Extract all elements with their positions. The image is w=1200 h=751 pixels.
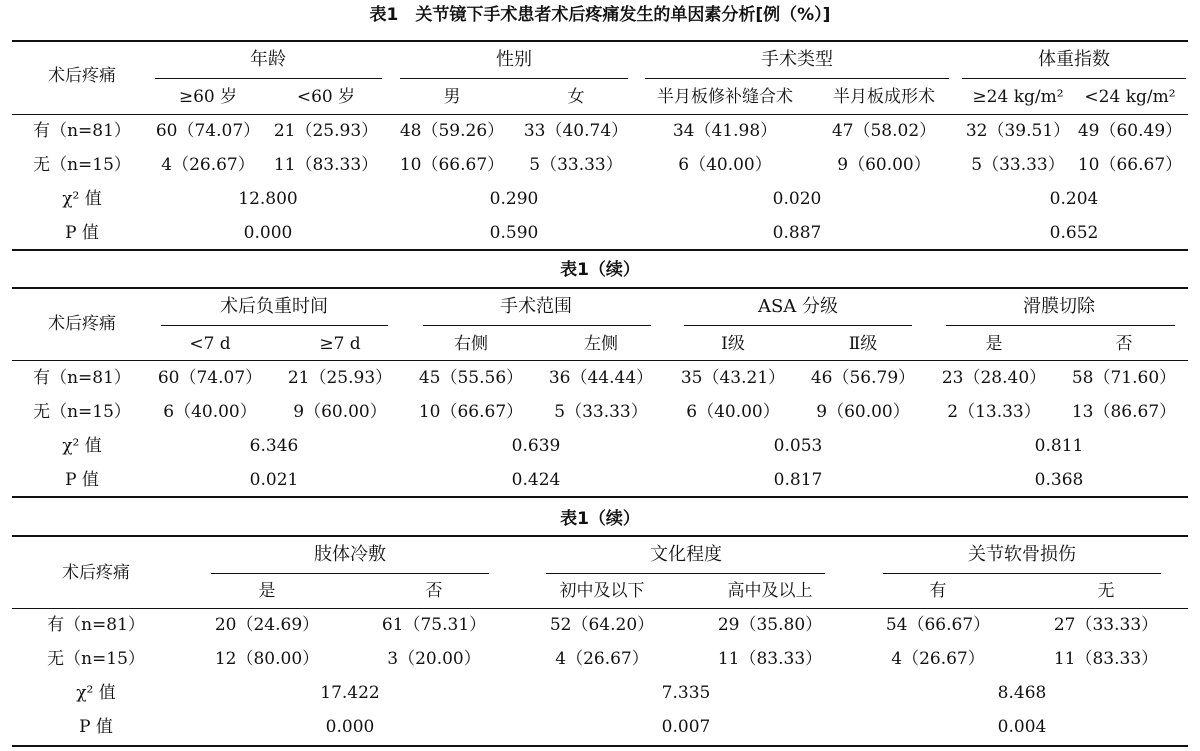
table1-cell: 11（83.33） [273, 155, 379, 175]
table2-row-label: 有（n=81） [33, 368, 131, 388]
table2-row-label: 无（n=15） [33, 402, 131, 422]
table2-group-weight-bearing: 术后负重时间 [220, 296, 328, 317]
table3-p-label: P 值 [79, 717, 113, 737]
table3-cell: 20（24.69） [214, 615, 320, 635]
table2-cell: 5（33.33） [554, 402, 648, 422]
table1-col-header: 女 [567, 87, 585, 107]
table2-top-rule [12, 287, 1188, 289]
table1-cell: 34（41.98） [672, 121, 778, 141]
table1-cell: 47（58.02） [831, 121, 937, 141]
table2-header-rule [12, 360, 1188, 361]
table1-col-header: 男 [443, 87, 461, 107]
table3-bottom-rule [12, 745, 1188, 747]
table2-group-asa: ASA 分级 [757, 296, 839, 317]
table1-col-header: <60 岁 [296, 87, 356, 107]
table2-col-header: <7 d [189, 334, 231, 354]
table2-group-underline [684, 325, 912, 326]
table1-p-value: 0.887 [772, 223, 822, 243]
table2-cell: 6（40.00） [163, 402, 257, 422]
table3-col-header: 否 [425, 581, 443, 601]
table2-cell: 9（60.00） [816, 402, 910, 422]
table1-group-age: 年龄 [250, 49, 286, 70]
table1-row-header: 术后疼痛 [48, 66, 116, 86]
table3-group-underline [883, 573, 1161, 574]
table2-group-underline [423, 325, 651, 326]
table2-title: 表1（续） [560, 260, 640, 280]
table3-p-value: 0.004 [997, 717, 1047, 737]
table3-chi2-value: 8.468 [997, 683, 1047, 703]
table1-group-sex-underline [400, 78, 628, 79]
table3-group-education: 文化程度 [650, 544, 722, 565]
table2-col-header: Ⅰ级 [721, 334, 745, 354]
table2-cell: 58（71.60） [1071, 368, 1177, 388]
table1-row-label: 无（n=15） [33, 155, 131, 175]
table3-cell: 12（80.00） [214, 649, 320, 669]
table2-cell: 2（13.33） [947, 402, 1041, 422]
table1-bottom-rule [12, 249, 1188, 251]
table1-cell: 49（60.49） [1077, 121, 1183, 141]
table3-cell: 4（26.67） [891, 649, 985, 669]
table2-group-underline [161, 325, 388, 326]
table1-col-header: ≥24 kg/m² [972, 87, 1064, 107]
table2-chi2-value: 0.053 [773, 436, 823, 456]
table1-col-header: <24 kg/m² [1084, 87, 1176, 107]
table2-cell: 10（66.67） [418, 402, 524, 422]
table3-group-underline [546, 573, 825, 574]
table2-cell: 6（40.00） [686, 402, 780, 422]
table1-cell: 48（59.26） [399, 121, 505, 141]
table1-col-header: 半月板成形术 [833, 87, 935, 107]
table2-cell: 23（28.40） [941, 368, 1047, 388]
table1-top-rule [12, 40, 1188, 42]
table1-cell: 9（60.00） [837, 155, 931, 175]
table1-col-header: 半月板修补缝合术 [657, 87, 793, 107]
table3-cell: 29（35.80） [717, 615, 823, 635]
table1-cell: 10（66.67） [399, 155, 505, 175]
table1-header-rule [12, 114, 1188, 115]
table3-cell: 61（75.31） [381, 615, 487, 635]
table3-chi2-value: 17.422 [320, 683, 380, 703]
table2-p-value: 0.021 [249, 470, 299, 490]
table3-p-value: 0.000 [325, 717, 375, 737]
table1-row-label: 有（n=81） [33, 121, 131, 141]
table1-group-bmi: 体重指数 [1038, 49, 1110, 70]
table2-cell: 45（55.56） [418, 368, 524, 388]
table3-chi2-value: 7.335 [661, 683, 711, 703]
table3-cell: 4（26.67） [555, 649, 649, 669]
table1-group-surgery-type: 手术类型 [761, 49, 833, 70]
table2-col-header: 左侧 [584, 334, 618, 354]
table3-row-header: 术后疼痛 [62, 563, 130, 583]
table1-chi2-value: 0.290 [489, 189, 539, 209]
table3-p-value: 0.007 [661, 717, 711, 737]
table2-chi2-value: 0.811 [1034, 436, 1084, 456]
table1-cell: 32（39.51） [965, 121, 1071, 141]
table1-chi2-value: 0.204 [1049, 189, 1099, 209]
table1-col-header: ≥60 岁 [178, 87, 238, 107]
table1-group-surgery-underline [645, 78, 949, 79]
table1-cell: 33（40.74） [523, 121, 629, 141]
table1-cell: 5（33.33） [529, 155, 623, 175]
table2-cell: 60（74.07） [157, 368, 263, 388]
table3-cell: 52（64.20） [549, 615, 655, 635]
table2-col-header: ≥7 d [319, 334, 361, 354]
table3-chi2-label: χ² 值 [76, 683, 116, 703]
table1-group-age-underline [155, 78, 382, 79]
table1-cell: 60（74.07） [155, 121, 261, 141]
table3-row-label: 有（n=81） [47, 615, 145, 635]
table1-chi2-value: 0.020 [772, 189, 822, 209]
table3-cell: 27（33.33） [1053, 615, 1159, 635]
table3-group-cartilage-injury: 关节软骨损伤 [968, 544, 1076, 565]
table3-title: 表1（续） [560, 509, 640, 529]
table2-p-label: P 值 [65, 470, 99, 490]
table2-col-header: 是 [985, 334, 1003, 354]
table3-col-header: 高中及以上 [727, 581, 813, 601]
table1-cell: 4（26.67） [161, 155, 255, 175]
table3-top-rule [12, 535, 1188, 537]
table1-p-label: P 值 [65, 223, 99, 243]
table2-bottom-rule [12, 496, 1188, 498]
table2-cell: 35（43.21） [680, 368, 786, 388]
table2-chi2-value: 0.639 [511, 436, 561, 456]
table3-cell: 11（83.33） [1053, 649, 1159, 669]
table2-col-header: 右侧 [454, 334, 488, 354]
table2-p-value: 0.817 [773, 470, 823, 490]
table1-p-value: 0.590 [489, 223, 539, 243]
table3-header-rule [12, 608, 1188, 609]
table2-group-surgery-range: 手术范围 [500, 296, 572, 317]
table2-row-header: 术后疼痛 [48, 314, 116, 334]
table1-group-bmi-underline [962, 78, 1186, 79]
table1-cell: 10（66.67） [1077, 155, 1183, 175]
table2-group-underline [946, 325, 1175, 326]
table1-group-sex: 性别 [496, 49, 532, 70]
table3-group-cold-compress: 肢体冷敷 [314, 544, 386, 565]
table2-group-synovectomy: 滑膜切除 [1023, 296, 1095, 317]
table1-cell: 6（40.00） [678, 155, 772, 175]
table2-cell: 21（25.93） [287, 368, 393, 388]
table3-cell: 11（83.33） [717, 649, 823, 669]
table3-cell: 3（20.00） [387, 649, 481, 669]
table2-p-value: 0.424 [511, 470, 561, 490]
table1-cell: 21（25.93） [273, 121, 379, 141]
table2-cell: 13（86.67） [1071, 402, 1177, 422]
table1-p-value: 0.652 [1049, 223, 1099, 243]
table3-col-header: 无 [1097, 581, 1115, 601]
table2-cell: 9（60.00） [293, 402, 387, 422]
table1-cell: 5（33.33） [971, 155, 1065, 175]
table2-col-header: 否 [1115, 334, 1133, 354]
table1-chi2-label: χ² 值 [62, 189, 102, 209]
table2-chi2-value: 6.346 [249, 436, 299, 456]
table2-chi2-label: χ² 值 [62, 436, 102, 456]
table2-p-value: 0.368 [1034, 470, 1084, 490]
table1-title: 表1 关节镜下手术患者术后疼痛发生的单因素分析[例（%）] [369, 5, 831, 25]
table3-cell: 54（66.67） [885, 615, 991, 635]
table1-p-value: 0.000 [243, 223, 293, 243]
table2-col-header: Ⅱ级 [848, 334, 878, 354]
table3-row-label: 无（n=15） [47, 649, 145, 669]
table3-group-underline [211, 573, 489, 574]
table3-col-header: 初中及以下 [559, 581, 645, 601]
table3-col-header: 是 [258, 581, 276, 601]
table2-cell: 46（56.79） [810, 368, 916, 388]
table1-chi2-value: 12.800 [238, 189, 298, 209]
table2-cell: 36（44.44） [548, 368, 654, 388]
table3-col-header: 有 [929, 581, 947, 601]
